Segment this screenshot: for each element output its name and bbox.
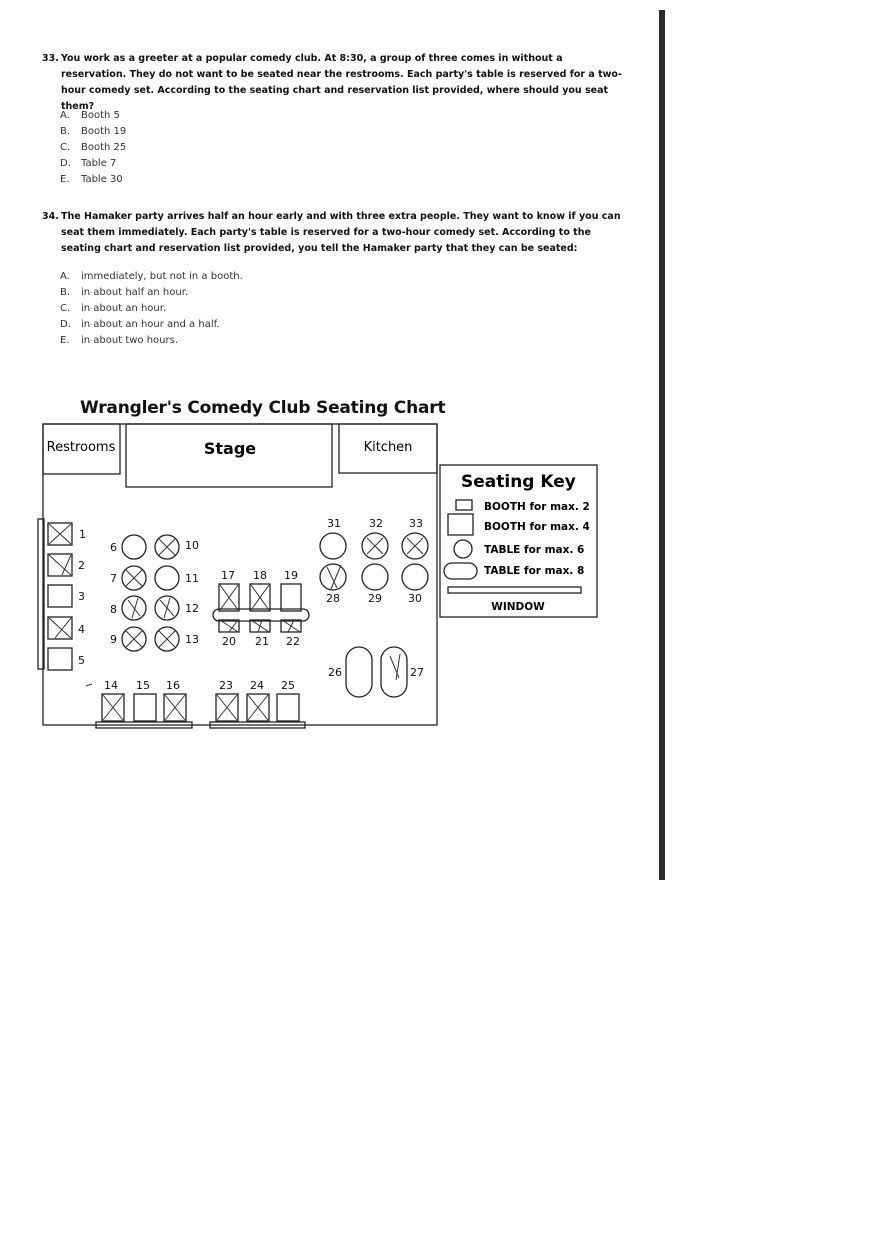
- restrooms-label: Restrooms: [46, 440, 116, 455]
- seat-label-1: 1: [79, 528, 86, 541]
- reserved-mark-28: [327, 565, 341, 589]
- seat-label-10: 10: [185, 539, 199, 552]
- reserved-mark-1: [49, 524, 71, 544]
- reserved-mark-21: [251, 620, 269, 632]
- key-table-8-label: TABLE for max. 8: [484, 565, 585, 577]
- reserved-mark-24: [248, 695, 268, 720]
- seat-label-16: 16: [166, 679, 180, 692]
- seat-label-2: 2: [78, 559, 85, 572]
- reserved-mark-13: [159, 631, 175, 647]
- booth-25[interactable]: [277, 694, 299, 721]
- seat-label-28: 28: [326, 592, 340, 605]
- option-a[interactable]: A. immediately, but not in a booth.: [60, 271, 243, 282]
- stray-mark: [86, 684, 92, 686]
- question-number: 34.: [42, 211, 59, 222]
- seat-label-3: 3: [78, 590, 85, 603]
- reserved-mark-18: [251, 585, 269, 610]
- seat-label-30: 30: [408, 592, 422, 605]
- key-table-8-icon: [444, 563, 477, 579]
- option-d[interactable]: D. Table 7: [60, 158, 117, 169]
- seat-label-21: 21: [255, 635, 269, 648]
- seat-label-27: 27: [410, 666, 424, 679]
- reserved-mark-14: [103, 695, 123, 720]
- table-6[interactable]: [122, 535, 146, 559]
- seat-label-29: 29: [368, 592, 382, 605]
- club-floor: [43, 424, 437, 725]
- seat-label-18: 18: [253, 569, 267, 582]
- key-booth-4-icon: [448, 514, 473, 535]
- seat-label-19: 19: [284, 569, 298, 582]
- seat-label-20: 20: [222, 635, 236, 648]
- option-c[interactable]: C. Booth 25: [60, 142, 127, 153]
- seat-label-11: 11: [185, 572, 199, 585]
- reserved-mark-32: [367, 538, 383, 554]
- seat-label-4: 4: [78, 623, 85, 636]
- reserved-mark-23: [217, 695, 237, 720]
- key-table-6-label: TABLE for max. 6: [484, 544, 585, 556]
- option-c[interactable]: C. in about an hour.: [60, 303, 167, 314]
- reserved-mark-22: [282, 620, 300, 632]
- reserved-mark-9: [126, 631, 142, 647]
- table-28[interactable]: [320, 564, 346, 590]
- option-d[interactable]: D. in about an hour and a half.: [60, 319, 220, 330]
- key-window-label: WINDOW: [491, 601, 545, 613]
- reserved-mark-27: [390, 654, 400, 680]
- reserved-mark-10: [159, 539, 175, 555]
- seat-label-8: 8: [110, 603, 117, 616]
- booth-19[interactable]: [281, 584, 301, 611]
- seat-label-24: 24: [250, 679, 264, 692]
- key-window-icon: [448, 587, 581, 593]
- reserved-mark-20: [220, 620, 238, 632]
- booth-5[interactable]: [48, 648, 72, 670]
- key-table-6-icon: [454, 540, 472, 558]
- seating-chart-title: Wrangler's Comedy Club Seating Chart: [80, 398, 446, 418]
- seat-label-33: 33: [409, 517, 423, 530]
- booth-15[interactable]: [134, 694, 156, 721]
- seat-label-13: 13: [185, 633, 199, 646]
- option-e[interactable]: E. in about two hours.: [60, 335, 179, 346]
- option-b[interactable]: B. in about half an hour.: [60, 287, 189, 298]
- reserved-mark-7: [126, 570, 142, 586]
- table-27[interactable]: [381, 647, 407, 697]
- table-11[interactable]: [155, 566, 179, 590]
- seat-label-7: 7: [110, 572, 117, 585]
- seat-label-22: 22: [286, 635, 300, 648]
- seat-label-15: 15: [136, 679, 150, 692]
- seat-label-31: 31: [327, 517, 341, 530]
- reserved-mark-16: [165, 695, 185, 720]
- seat-label-26: 26: [328, 666, 342, 679]
- seat-label-9: 9: [110, 633, 117, 646]
- reserved-mark-17: [220, 585, 238, 610]
- booth-3[interactable]: [48, 585, 72, 607]
- seat-label-14: 14: [104, 679, 118, 692]
- question-stem: The Hamaker party arrives half an hour early and with three extra people. They want to know if you can seat them immediately. Each party's table is reserved for a two-hour comedy set. According to the seating chart and reservation list provided, you tell the Hamaker party that they can be seated:: [61, 211, 621, 254]
- seating-key-title: Seating Key: [461, 472, 576, 492]
- seat-label-23: 23: [219, 679, 233, 692]
- table-26[interactable]: [346, 647, 372, 697]
- question-number: 33.: [42, 53, 59, 64]
- reserved-mark-4: [49, 618, 71, 638]
- key-booth-2-icon: [456, 500, 472, 510]
- reserved-mark-12: [160, 598, 174, 618]
- seat-label-17: 17: [221, 569, 235, 582]
- table-31[interactable]: [320, 533, 346, 559]
- seat-label-5: 5: [78, 654, 85, 667]
- seat-label-6: 6: [110, 541, 117, 554]
- option-a[interactable]: A. Booth 5: [60, 110, 120, 121]
- key-booth-4-label: BOOTH for max. 4: [484, 521, 590, 533]
- seat-label-32: 32: [369, 517, 383, 530]
- seat-label-25: 25: [281, 679, 295, 692]
- reserved-mark-33: [407, 538, 423, 554]
- table-29[interactable]: [362, 564, 388, 590]
- reserved-mark-8: [128, 598, 140, 618]
- table-30[interactable]: [402, 564, 428, 590]
- option-b[interactable]: B. Booth 19: [60, 126, 127, 137]
- kitchen-label: Kitchen: [363, 440, 413, 455]
- stage-label: Stage: [203, 439, 257, 458]
- key-booth-2-label: BOOTH for max. 2: [484, 501, 590, 513]
- question-stem: You work as a greeter at a popular comedy club. At 8:30, a group of three comes in without a reservation. They do not want to be seated near the restrooms. Each party's table is reserved for a two-hour comedy set. According to the seating chart and reservation list provided, where should you seat them?: [61, 53, 622, 112]
- reserved-mark-2: [49, 555, 71, 575]
- seat-label-12: 12: [185, 602, 199, 615]
- option-e[interactable]: E. Table 30: [60, 174, 123, 185]
